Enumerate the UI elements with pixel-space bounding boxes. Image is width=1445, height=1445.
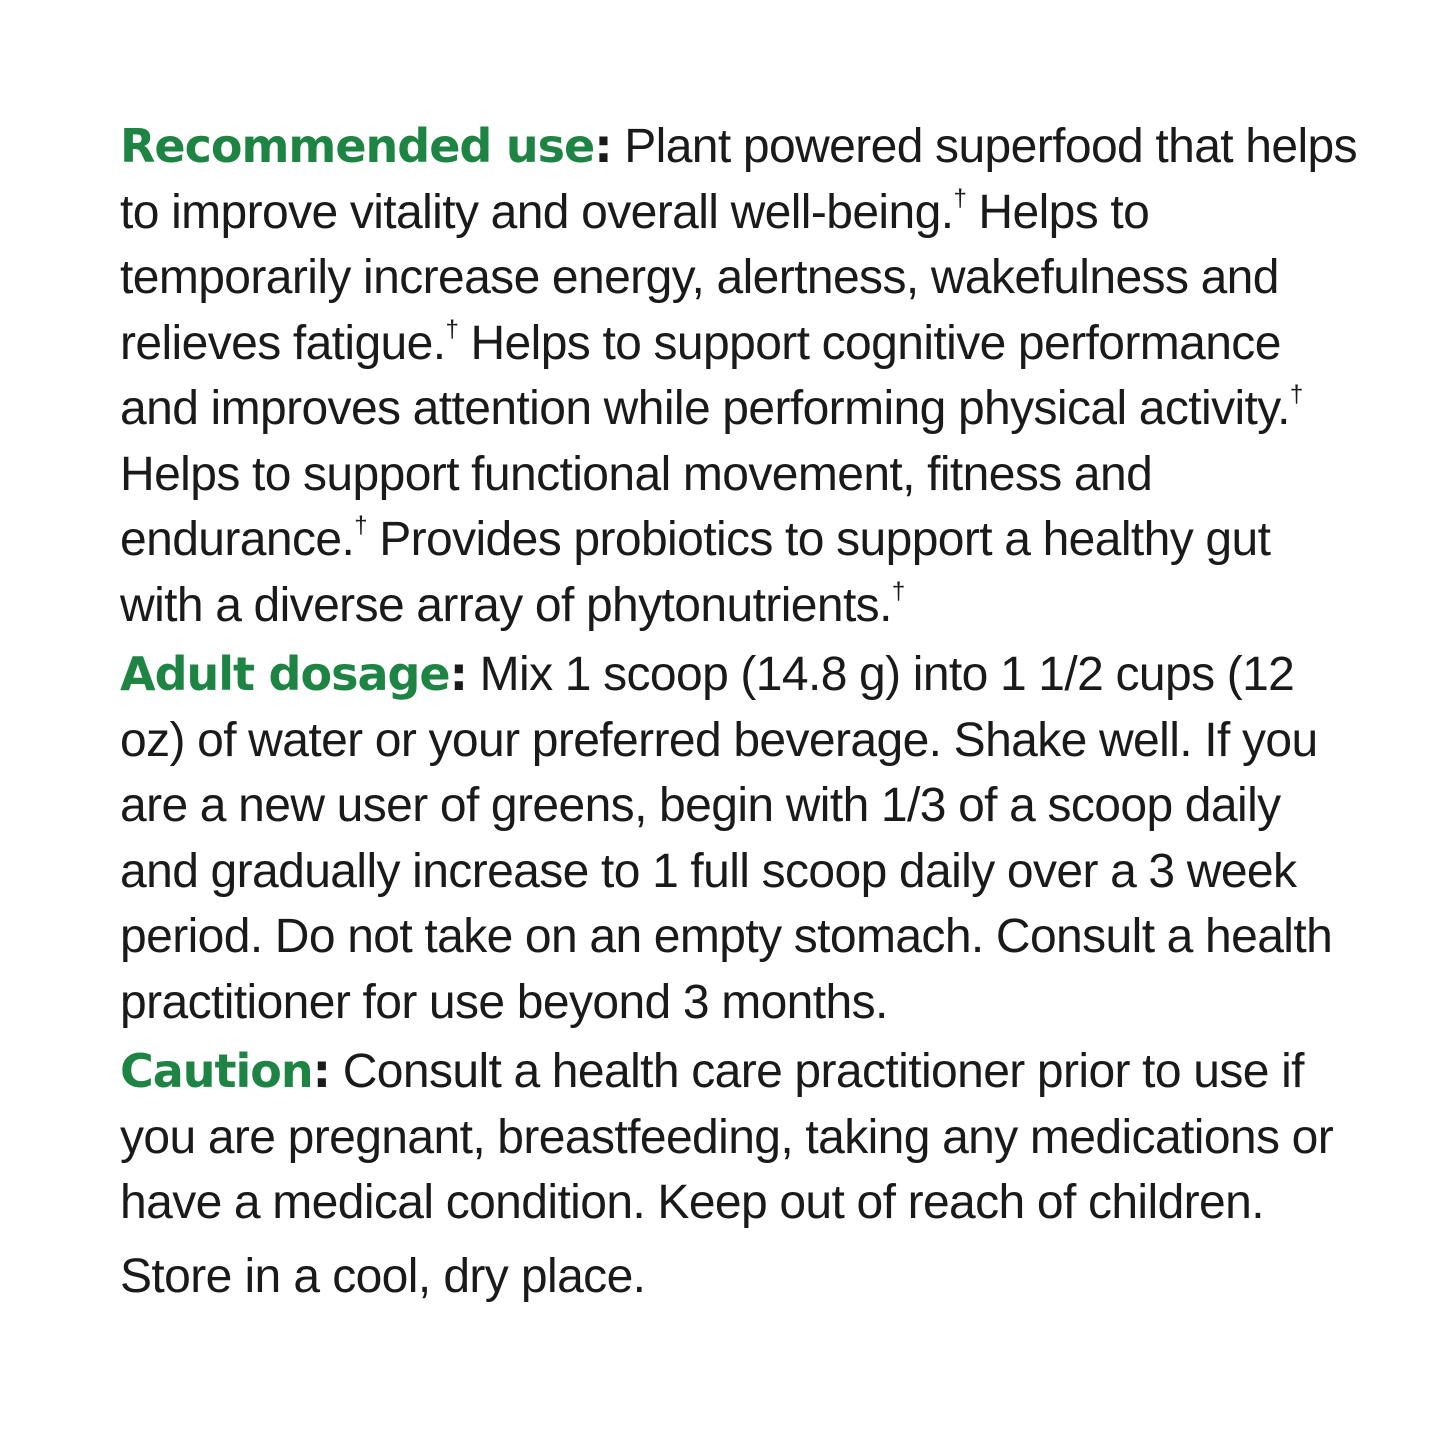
- caution-colon: :: [312, 1044, 331, 1098]
- caution-heading: Caution: [120, 1044, 313, 1098]
- recommended-use-paragraph: [120, 114, 1360, 638]
- adult-dosage-text: Mix 1 scoop (14.8 g) into 1 1/2 cups (12 oz) of water or your preferred beverage. Shake well. If you are a new user of greens, begin with 1/3 of a scoop daily and gradually increase to 1 full scoop daily over a 3 week period. Do not take on an empty stomach. Consult a health practitioner for use beyond 3 months.: [120, 648, 1333, 1029]
- caution-paragraph: [120, 1039, 1360, 1236]
- adult-dosage-paragraph: [120, 642, 1360, 1035]
- recommended-use-text-4: Helps to support functional movement, fitness and endurance.: [120, 447, 1153, 566]
- recommended-use-text-5: Provides probiotics to support a healthy gut with a diverse array of phytonutrients.: [120, 513, 1271, 632]
- recommended-use-text-3: Helps to support cognitive performance and improves attention while performing physical activity.: [120, 316, 1290, 435]
- recommended-use-colon: :: [594, 119, 612, 173]
- recommended-use-text-1: Plant powered superfood that helps to improve vitality and overall well-being.: [120, 120, 1358, 239]
- dagger-mark-1: †: [953, 184, 967, 212]
- adult-dosage-colon: :: [449, 647, 468, 701]
- dagger-mark-4: †: [354, 512, 367, 539]
- recommended-use-text-2: Helps to temporarily increase energy, alertness, wakefulness and relieves fatigue.: [120, 185, 1279, 370]
- recommended-use-heading: Recommended use: [120, 119, 595, 173]
- dagger-mark-3: †: [1289, 381, 1303, 408]
- storage-instruction: Store in a cool, dry place.: [120, 1249, 646, 1303]
- caution-text: Consult a health care practitioner prior to use if you are pregnant, breastfeeding, taking any medications or have a medical condition. Keep out of reach of children.: [120, 1045, 1334, 1229]
- label-content: [120, 114, 1360, 1357]
- dagger-mark-5: †: [891, 577, 905, 605]
- dagger-mark-2: †: [445, 315, 459, 343]
- adult-dosage-heading: Adult dosage: [120, 647, 450, 701]
